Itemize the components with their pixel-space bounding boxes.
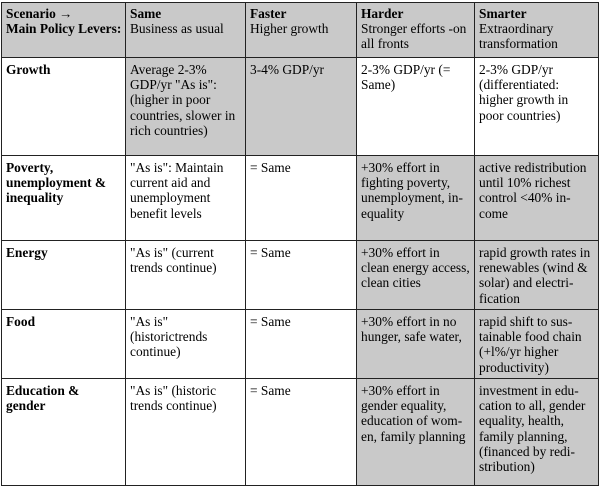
header-same (126, 3, 246, 58)
table-cell: = Same (246, 310, 357, 379)
table-cell: 2-3% GDP/yr (differentiated: higher growth in poor countries) (475, 58, 599, 156)
table-cell: 2-3% GDP/yr (= Same) (357, 58, 475, 156)
column-subtitle: Extraordinary transformation (479, 21, 558, 52)
table-row-education (2, 379, 599, 486)
column-name: Same (130, 6, 162, 21)
table-cell: +30% effort in no hunger, safe water, (357, 310, 475, 379)
table-cell: "As is" (historictrends continue) (126, 310, 246, 379)
table-cell: "As is": Maintain current aid and unemployment benefit levels (126, 156, 246, 241)
table-cell: investment in education to all, gender equality, health, family planning, (financed by redistribution) (475, 379, 599, 486)
table-cell: "As is" (current trends continue) (126, 241, 246, 310)
column-subtitle: Business as usual (130, 21, 224, 37)
lever-cell: Education & gender (2, 379, 126, 486)
table-cell: = Same (246, 379, 357, 486)
column-subtitle: Stronger efforts -on all fronts (361, 21, 467, 52)
header-harder (357, 3, 475, 58)
column-name: Harder (361, 6, 404, 21)
lever-cell: Poverty, unemployment & inequality (2, 156, 126, 241)
table-cell: +30% effort in fighting poverty, unemployment, inequality (357, 156, 475, 241)
table-cell: 3-4% GDP/yr (246, 58, 357, 156)
table-cell: = Same (246, 156, 357, 241)
table-cell: "As is" (historic trends continue) (126, 379, 246, 486)
table-row-growth (2, 58, 599, 156)
column-name: Smarter (479, 6, 527, 21)
column-name: Faster (250, 6, 287, 21)
header-smarter (475, 3, 599, 58)
table-cell: rapid growth rates in renewables (wind & solar) and electrification (475, 241, 599, 310)
table-cell: +30% effort in gender equality, education of women, family planning (357, 379, 475, 486)
levers-label: Main Policy Levers: (6, 21, 122, 37)
lever-cell: Food (2, 310, 126, 379)
table-cell: Average 2-3% GDP/yr "As is": (higher in poor countries, slower in rich countries) (126, 58, 246, 156)
lever-cell: Energy (2, 241, 126, 310)
table-row-energy (2, 241, 599, 310)
lever-cell: Growth (2, 58, 126, 156)
table-row-poverty (2, 156, 599, 241)
table-cell: +30% effort in clean energy access, clean cities (357, 241, 475, 310)
column-subtitle: Higher growth (250, 21, 329, 37)
header-faster (246, 3, 357, 58)
table-cell: = Same (246, 241, 357, 310)
scenario-label: Scenario → (6, 6, 73, 21)
table-cell: rapid shift to sustainable food chain (+l%/yr higher productivity) (475, 310, 599, 379)
scenario-policy-table (1, 2, 599, 486)
table-row-food (2, 310, 599, 379)
table-cell: active redistribution until 10% richest control <40% income (475, 156, 599, 241)
table-header-row (2, 3, 599, 58)
header-corner-cell (2, 3, 126, 58)
